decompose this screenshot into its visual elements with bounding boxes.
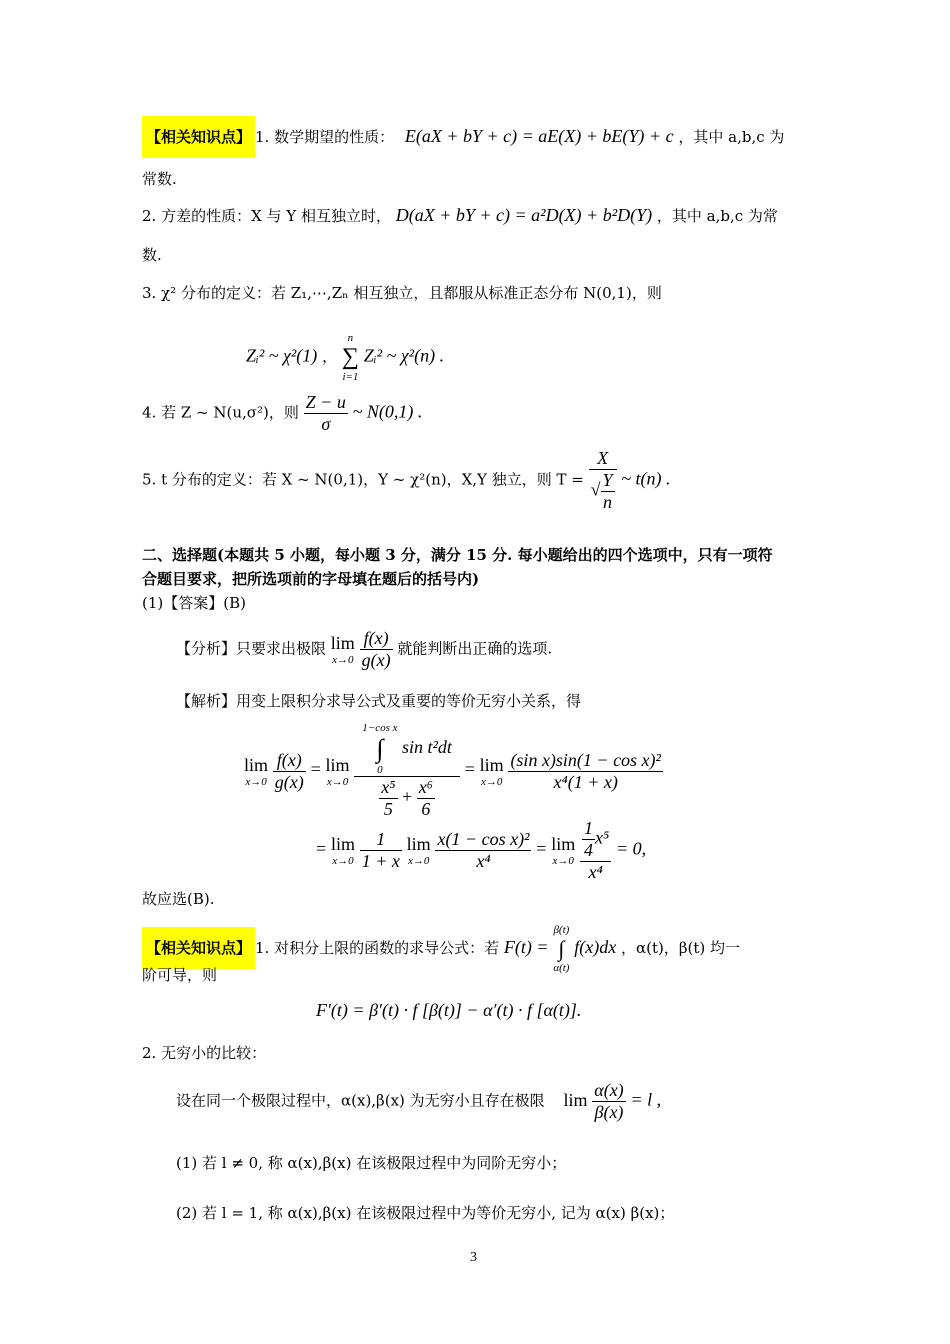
- k7-item-1: (1) 若 l ≠ 0, 称 α(x),β(x) 在该极限过程中为同阶无穷小；: [176, 1154, 567, 1172]
- k6-lower: α(t): [553, 962, 570, 974]
- int-lower: 0: [377, 764, 383, 776]
- eq2-a-num: 1: [360, 829, 402, 851]
- k1-tail: ，其中 a,b,c 为: [678, 128, 785, 146]
- eq2-end: = 0,: [616, 838, 647, 859]
- k2-text: 2. 方差的性质：X 与 Y 相互独立时，: [142, 207, 391, 225]
- int-body: sin t²dt: [402, 737, 452, 758]
- highlight-tag: 【相关知识点】: [142, 116, 255, 158]
- k7-lim: lim: [563, 1089, 588, 1110]
- eq2-c-top: 1: [583, 818, 593, 838]
- analysis-pre: 【分析】只要求出极限: [176, 639, 327, 658]
- eq2-sub-1: x→0: [332, 855, 354, 867]
- k6-text: 1. 对积分上限的函数的求导公式：若: [255, 939, 500, 957]
- k7-num: α(x): [594, 1080, 624, 1100]
- eq2-b-den: x⁴: [476, 851, 491, 871]
- k1-formula: E(aX + bY + c) = aE(X) + bE(Y) + c: [404, 126, 674, 146]
- eq1-lim-3: lim: [479, 754, 504, 775]
- k6-tail: ，α(t)，β(t) 均一: [621, 939, 741, 957]
- k4-den: σ: [321, 414, 331, 434]
- lim-word: lim: [330, 633, 355, 653]
- section-title-line-1: 二、选择题(本题共 5 小题，每小题 3 分，满分 15 分. 每小题给出的四个选项中，只有一项符: [142, 546, 773, 564]
- eq2-c-mid: 4: [583, 840, 593, 860]
- eq2-lim-1: lim: [330, 834, 355, 854]
- den-b-num: x⁶: [418, 777, 433, 797]
- knowledge-line-5: [142, 448, 671, 513]
- eq1-integral-fraction: 1−cos x ∫ 0 sin t²dt $\frac{\text{x⁵}}{5}$ + $\frac{\text{x⁶}}{6}$: [354, 722, 460, 820]
- k5-num: X: [589, 448, 617, 470]
- eq1-lim-1: lim: [244, 754, 269, 775]
- equation-1: lim x→0 $\frac{f(x)}{g(x)}$ = lim x→0 1−cos x ∫ 0 sin t²dt $\frac{\text{x⁵}}{5}$ + $\frac{\text{x⁶}}{6}$ = lim x→0 $\frac{\text{(sin x)sin(1 − cos x)²}}{\text{x⁴(1 + x)}}$: [244, 722, 661, 819]
- eq1-r-den: x⁴(1 + x): [553, 771, 618, 792]
- eq1-sub-3: x→0: [480, 775, 503, 788]
- analysis-num: f(x): [360, 628, 393, 650]
- k4-num: Z − u: [305, 392, 346, 412]
- analysis-post: 就能判断出正确的选项.: [397, 639, 553, 658]
- k5-den-num: Y: [602, 470, 613, 490]
- eq2-a-den: 1 + x: [361, 851, 400, 871]
- eq2-c-x: x⁵: [594, 827, 610, 848]
- k6-body: f(x)dx: [574, 937, 617, 957]
- k5-fraction: [589, 448, 617, 513]
- knowledge-line-2: [142, 205, 778, 226]
- k1-cont: 常数.: [142, 170, 177, 188]
- k5-den: √ $\frac{Y}{n}$: [590, 470, 613, 512]
- eq2-c-den: x⁴: [588, 862, 603, 882]
- analysis-den: g(x): [361, 650, 391, 670]
- den-a-den: 5: [383, 799, 393, 819]
- knowledge-line-1: [142, 126, 784, 147]
- q1-answer: (1)【答案】(B): [142, 594, 246, 612]
- k4-tail: ~ N(0,1) .: [352, 401, 423, 422]
- knowledge-line-3: 3. χ² 分布的定义：若 Z₁,⋯,Zₙ 相互独立，且都服从标准正态分布 N(0,1)，则: [142, 284, 662, 302]
- k6-F: F(t) =: [503, 937, 549, 957]
- k5-den-den: n: [603, 492, 612, 512]
- equation-2: = lim x→0 $\frac{1}{1 + x}$ lim x→0 $\frac{\text{x(1 − cos x)²}}{\text{x⁴}}$ = lim x→0 $\frac{1}{4}$ x⁵ x⁴ = 0,: [316, 818, 647, 882]
- k5-text: 5. t 分布的定义：若 X ~ N(0,1)，Y ~ χ²(n)，X,Y 独立，则 T =: [142, 470, 584, 489]
- eq1-lhs-num: f(x): [273, 750, 306, 772]
- den-b-den: 6: [421, 799, 431, 819]
- chi-f1: Zᵢ² ~ χ²(1): [246, 345, 318, 366]
- analysis-fraction: [360, 628, 393, 671]
- analysis-limit: [331, 633, 355, 666]
- section-title-line-2: 合题目要求，把所选项前的字母填在题后的括号内): [142, 570, 480, 588]
- k7-eq: = l ,: [630, 1089, 662, 1110]
- k6-formula: F′(t) = β′(t) · f [β(t)] − α′(t) · f [α(t)].: [316, 1000, 582, 1020]
- k1-intro: 1. 数学期望的性质：: [255, 128, 395, 146]
- k6-cont: 阶可导，则: [142, 966, 218, 984]
- sum-symbol: n ∑ i=1: [341, 332, 359, 383]
- eq1-r-num: (sin x)sin(1 − cos x)²: [510, 749, 661, 770]
- k7-den: β(x): [594, 1102, 624, 1122]
- q1-analysis: [176, 628, 552, 671]
- k2-formula: D(aX + bY + c) = a²D(X) + b²D(Y): [395, 205, 653, 225]
- den-a-num: x⁵: [381, 777, 396, 797]
- k6-upper: β(t): [553, 924, 570, 936]
- lim-sub: x→0: [332, 654, 354, 666]
- eq1-lim-2: lim: [325, 754, 350, 775]
- eq1-sub-1: x→0: [245, 775, 267, 788]
- k5-tail: ~ t(n) .: [621, 468, 671, 489]
- sum-top: n: [347, 332, 354, 344]
- k7-title: 2. 无穷小的比较：: [142, 1044, 267, 1062]
- eq2-lim-3: lim: [551, 834, 576, 854]
- k7-text: 设在同一个极限过程中，α(x),β(x) 为无穷小且存在极限: [176, 1091, 545, 1110]
- sum-bottom: i=1: [342, 371, 359, 383]
- eq1-sub-2: x→0: [326, 775, 349, 788]
- knowledge-line-4: [142, 392, 422, 435]
- int-upper: 1−cos x: [362, 722, 398, 734]
- eq2-sub-2: x→0: [407, 855, 430, 867]
- q1-conclusion: 故应选(B).: [142, 890, 215, 908]
- k7-line: [176, 1080, 661, 1123]
- eq2-lim-2: lim: [406, 834, 431, 854]
- q1-solution: 【解析】用变上限积分求导公式及重要的等价无穷小关系，得: [176, 692, 582, 710]
- k2-cont: 数.: [142, 246, 162, 264]
- eq2-sub-3: x→0: [552, 855, 574, 867]
- eq1-lhs-den: g(x): [274, 771, 304, 792]
- knowledge-line-6: 【相关知识点】 1. 对积分上限的函数的求导公式：若 F(t) = β(t) ∫ α(t) f(x)dx ，α(t)，β(t) 均一: [142, 924, 740, 974]
- chi-square-formula: Zᵢ² ~ χ²(1) ， n ∑ i=1 Zᵢ² ~ χ²(n) .: [246, 332, 445, 383]
- page-number: 3: [470, 1250, 477, 1265]
- k4-text: 4. 若 Z ~ N(u,σ²)，则: [142, 403, 299, 422]
- k2-tail: ，其中 a,b,c 为常: [656, 207, 778, 225]
- eq2-b-num: x(1 − cos x)²: [437, 829, 530, 849]
- highlight-tag-2: 【相关知识点】: [142, 927, 255, 969]
- chi-f2: Zᵢ² ~ χ²(n) .: [363, 345, 445, 366]
- k4-fraction: [304, 392, 348, 435]
- k7-item-2: (2) 若 l = 1, 称 α(x),β(x) 在该极限过程中为等价无穷小, 记为 α(x) β(x)；: [176, 1204, 675, 1222]
